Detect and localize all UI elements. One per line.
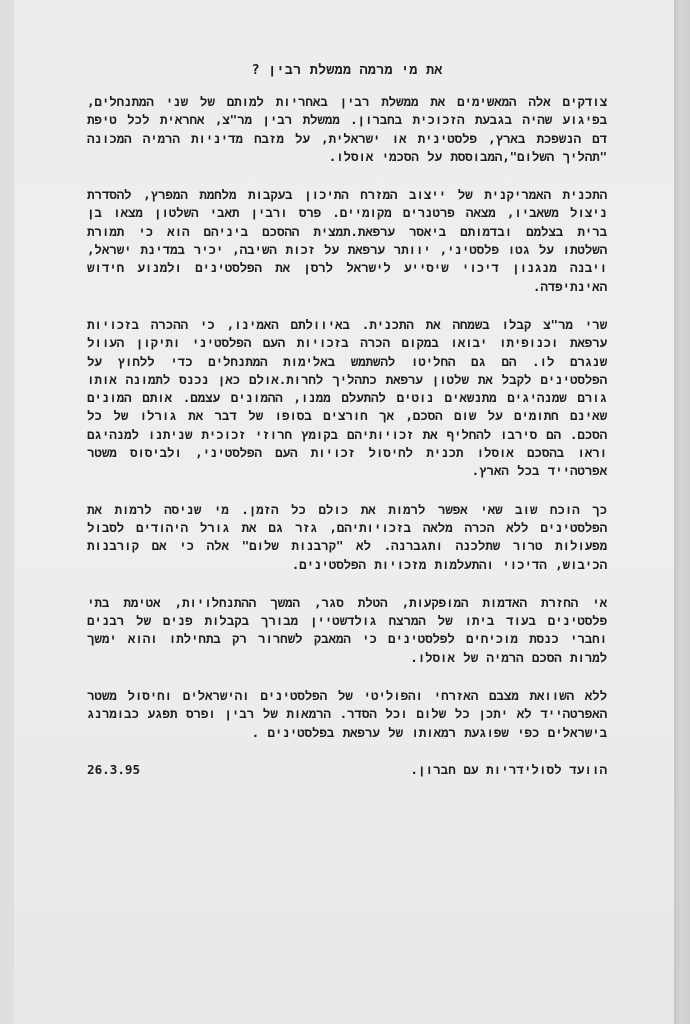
paragraph-2: התכנית האמריקנית של ייצוב המזרח התיכון בעקבות מלחמת המפרץ, להסדרת ניצול משאביו, מצאה פרטנרים מקומיים. פרס ורבין תאבי השלטון מצאו בן ברית בצלמם ובדמותם ביאסר ערפאת.תמצית ההסכם ביניהם הוא כי תמורת השלטתו על גטו פלסטיני, יוותר ערפאת על זכות השיבה, יכיר במדינת ישראל, ויבנה מנגנון דיכוי שיסייע לישראל לרסן את הפלסטינים ולמנוע חידוש האינתיפדה. [87, 187, 607, 294]
paper-edge-shadow [674, 0, 682, 1024]
paragraph-4: כך הוכח שוב שאי אפשר לרמות את כולם כל הזמן. מי שניסה לרמות את הפלסטינים ללא הכרה מלאה בזכויותיהם, גזר גם את גורל היהודים לסבול מפעולות טרור שתלכנה ותגברנה. לא "קרבנות שלום" אלה כי אם קורבנות הכיבוש, הדיכוי והתעלמות מזכויות הפלסטינים. [87, 501, 607, 572]
document-title: את מי מרמה ממשלת רבין ? [251, 62, 443, 78]
signature-row [87, 762, 607, 778]
paragraph-1: צודקים אלה המאשימים את ממשלת רבין באחריות למותם של שני המתנחלים, בפיגוע שהיה בגבעת הזכוכית בחברון. ממשלת רבין מר"צ, אחראית לכל טיפת דם הנשפכת בארץ, פלסטינית או ישראלית, על מזבח מדיניות הרמיה המכונה "תהליך השלום",המבוססת על הסכמי אוסלו. [87, 94, 607, 164]
paragraph-6: ללא השוואת מצבם האזרחי והפוליטי של הפלסטינים והישראלים וחיסול משטר האפרטהייד לא יתכן כל שלום וכל הסדר. הרמאות של רבין ופרס תפגע כבומרנג בישראלים כפי שפוגעת רמאותו של ערפאת בפלסטינים . [87, 688, 607, 740]
document-date: 26.3.95 [87, 761, 141, 777]
document-body [87, 62, 607, 778]
paragraph-3: שרי מר"צ קבלו בשמחה את התכנית. באיוולתם האמינו, כי ההכרה בזכויות ערפאת וכנופיתו יבואו במקום הכרה בזכויות העם הפלסטיני ותיקון העוול שנגרם לו. הם גם החליטו להשתמש באלימות המתנחלים כדי ללחוץ על הפלסטינים לקבל את שלטון ערפאת כתהליך לחרות.אולם כאן נכנס לתמונה אותו גורם שמנהיגים מתנשאים נוטים להתעלם ממנו, ההמונים עצמם. אותם המונים שאינם חתומים על שום הסכם, אך חורצים בסופו של דבר את גורלו של כל הסכם. הם סירבו להחליף את זכויותיהם בקומץ חרוזי זכוכית שניתנו למנהיגם וראו בהסכם אוסלו תכנית לחיסול זכויות העם הפלסטיני, ולביסוס משטר אפרטהייד בכל הארץ. [87, 316, 607, 479]
signature-organization: הוועד לסולידריות עם חברון. [410, 761, 607, 777]
paragraph-5: אי החזרת האדמות המופקעות, הטלת סגר, המשך ההתנחלויות, אטימת בתי פלסטינים בעוד ביתו של המרצח גולדשטיין מבורך בקבלות פנים של רבנים וחברי כנסת מוכיחים לפלסטינים כי המאבק לשחרור רק בתחילתו והוא ימשך למרות הסכם הרמיה של אוסלו. [87, 594, 607, 665]
